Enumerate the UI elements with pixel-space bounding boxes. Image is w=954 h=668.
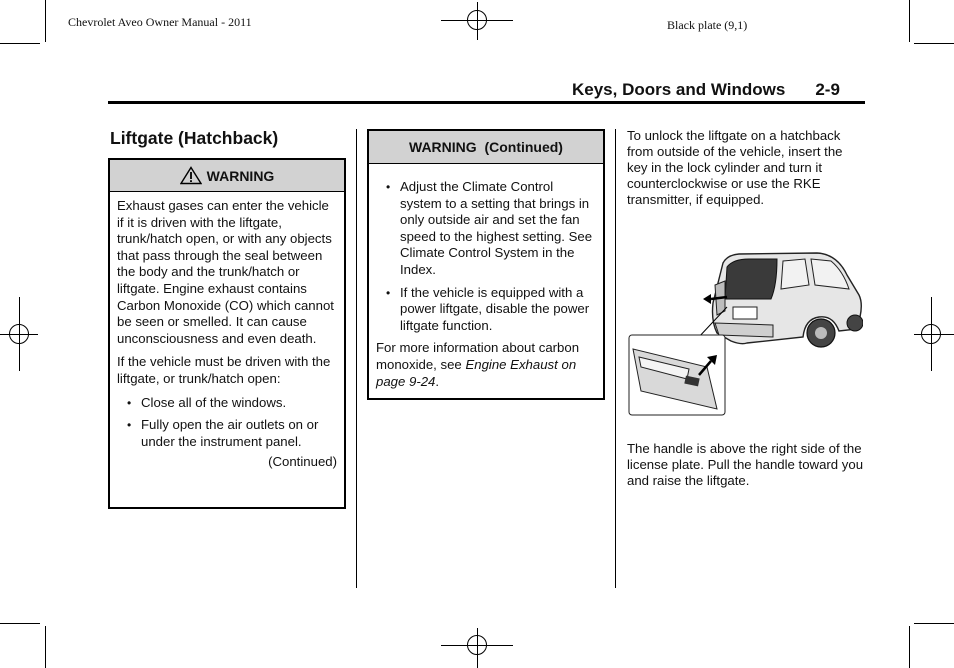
- warning-continued-header: [369, 131, 603, 164]
- warning-bullet-list: [117, 395, 337, 451]
- list-item: • If the vehicle is equipped with a power liftgate, disable the power liftgate function.: [386, 284, 590, 333]
- bullet-text: Adjust the Climate Control system to a setting that brings in only outside air and set the fan speed to the highest setting. See Climate Control System in the Index.: [400, 179, 593, 277]
- unlock-instructions: [627, 128, 865, 208]
- warning-paragraph: If the vehicle must be driven with the liftgate, or trunk/hatch open:: [117, 354, 331, 386]
- bullet-text: Close all of the windows.: [141, 394, 287, 410]
- warning-box: [108, 158, 346, 509]
- continued-note: (Continued): [268, 454, 337, 470]
- list-item: • Fully open the air outlets on or under the instrument panel.: [127, 417, 319, 449]
- warning-paragraph: Exhaust gases can enter the vehicle if it is driven with the liftgate, trunk/hatch open, or with any objects that pass through the seal between the body and the trunk/hatch or liftgate. Engine exhaust contains Carbon Monoxide (CO) which cannot be seen or smelled. It can cause unconsciousness and even death.: [117, 198, 334, 346]
- column-divider: [615, 129, 616, 588]
- warning-body: [110, 192, 344, 471]
- warning-continued-body: [369, 164, 603, 390]
- handle-paragraph: The handle is above the right side of the license plate. Pull the handle toward you and raise the liftgate.: [627, 441, 864, 488]
- warning-triangle-icon: [180, 166, 202, 185]
- unlock-paragraph: To unlock the liftgate on a hatchback from outside of the vehicle, insert the key in the lock cylinder and turn it counterclockwise or use the RKE transmitter, if equipped.: [627, 128, 843, 207]
- list-item: • Adjust the Climate Control system to a setting that brings in only outside air and set the fan speed to the highest setting. See Climate Control System in the Index.: [386, 179, 593, 277]
- warning-header: [110, 160, 344, 192]
- warning-bullet-list: [376, 179, 596, 334]
- bullet-text: If the vehicle is equipped with a power liftgate, disable the power liftgate function.: [400, 284, 590, 333]
- warning-continued-box: [367, 129, 605, 400]
- bullet-text: Fully open the air outlets on or under the instrument panel.: [141, 417, 319, 449]
- manual-title: Chevrolet Aveo Owner Manual - 2011: [68, 15, 252, 29]
- list-item: • Close all of the windows.: [127, 394, 287, 410]
- handle-description: [627, 441, 867, 489]
- running-head: [572, 80, 840, 100]
- plate-label: Black plate (9,1): [667, 18, 748, 32]
- more-info-text: For more information about carbon monoxide, see Engine Exhaust on page 9-24.: [376, 340, 580, 389]
- cross-reference-link[interactable]: Engine Exhaust on page 9-24: [376, 356, 577, 389]
- page-number: 2-9: [815, 80, 840, 99]
- page-title: Liftgate (Hatchback): [110, 128, 279, 148]
- column-divider: [356, 129, 357, 588]
- warning-heading: WARNING: [206, 167, 275, 184]
- warning-continued-heading: WARNING (Continued): [409, 139, 563, 155]
- section-name: Keys, Doors and Windows: [572, 80, 786, 99]
- liftgate-handle-illustration: [627, 245, 863, 420]
- header-rule: [108, 101, 865, 104]
